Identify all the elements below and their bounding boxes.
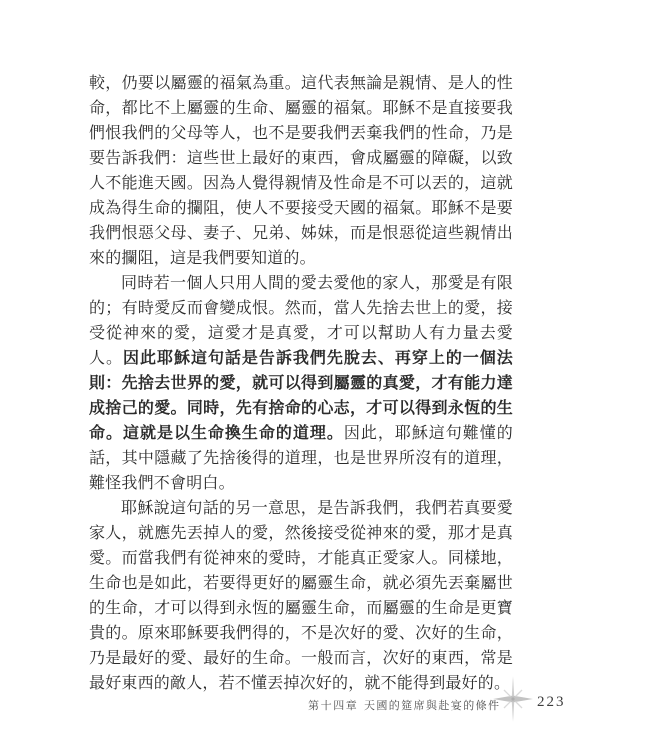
body-text-segment: 較，仍要以屬靈的福氣為重。這代表無論是親情、是人的性命，都比不上屬靈的生命、屬靈的福氣。耶穌不是直接要我們恨我們的父母等人，也不是要我們丟棄我們的性命，乃是要告訴我們：這些世上最好的東西，會成屬靈的障礙，以致人不能進天國。因為人覺得親情及性命是不可以丟的，這就成為得生命的攔阻，使人不要接受天國的福氣。耶穌不是要我們恨惡父母、妻子、兄弟、姊妹，而是恨惡從這些親情出來的攔阻，這是我們要知道的。 [89, 75, 513, 267]
chapter-number: 第十四章 [308, 700, 359, 712]
paragraph [89, 271, 513, 496]
page-number: 223 [537, 694, 566, 710]
body-text-segment: 耶穌說這句話的另一意思，是告訴我們，我們若真要愛家人，就應先丟掉人的愛，然後接受從神來的愛，那才是真愛。而當我們有從神來的愛時，才能真正愛家人。同樣地，生命也是如此，若要得更好的屬靈生命，就必須先丟棄屬世的生命，才可以得到永恆的屬靈生命，而屬靈的生命是更寶貴的。原來耶穌要我們得的，不是次好的愛、次好的生命，乃是最好的愛、最好的生命。一般而言，次好的東西，常是最好東西的敵人，若不懂丟掉次好的，就不能得到最好的。 [89, 500, 513, 692]
chapter-title: 天國的筵席與赴宴的條件 [364, 700, 501, 712]
paragraph [89, 496, 513, 696]
body-text [89, 71, 513, 696]
sparkle-star-icon [491, 675, 535, 723]
body-text-segment: 因此，耶穌這句難懂的話，其中隱藏了先捨後得的道理，也是世界所沒有的道理，難怪我們不會明白。 [89, 425, 513, 492]
paragraph [89, 71, 513, 271]
emphasized-text: 因此耶穌這句話是告訴我們先脫去、再穿上的一個法則：先捨去世界的愛，就可以得到屬靈的真愛，才有能力達成捨己的愛。同時，先有捨命的心志，才可以得到永恆的生命。這就是以生命換生命的道理。 [89, 350, 513, 442]
body-text-segment: 同時若一個人只用人間的愛去愛他的家人，那愛是有限的；有時愛反而會變成恨。然而，當人先捨去世上的愛，接受從神來的愛，這愛才是真愛，才可以幫助人有力量去愛人。 [89, 275, 513, 367]
